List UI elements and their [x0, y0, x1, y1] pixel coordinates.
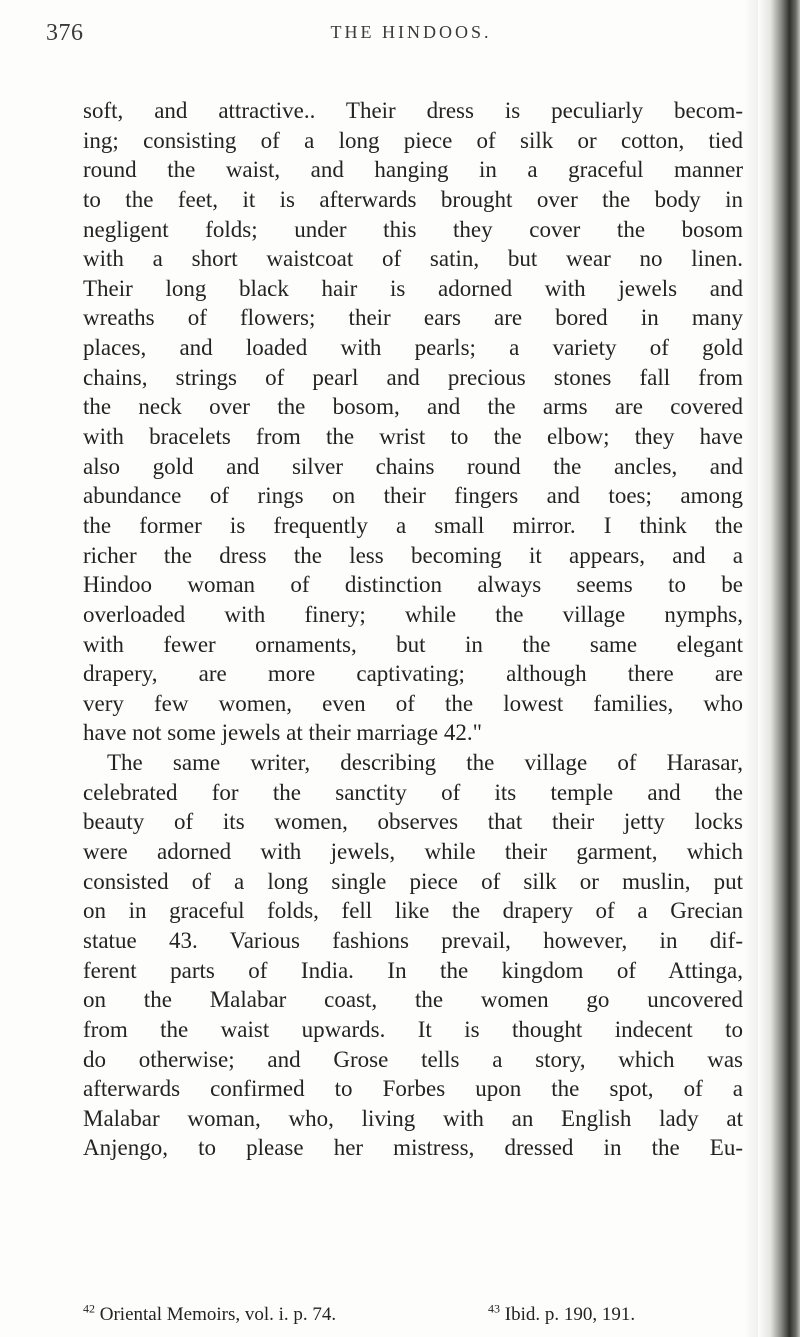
text-line: statue 43. Various fashions prevail, however, in dif- — [83, 927, 743, 953]
text-line: richer the dress the less becoming it appears, and a — [83, 542, 743, 568]
page-number: 376 — [46, 20, 84, 46]
gutter-shadow — [744, 0, 758, 1337]
text-line: were adorned with jewels, while their garment, which — [83, 839, 743, 865]
footnote-text: Ibid. p. 190, 191. — [504, 1304, 636, 1325]
text-line: Malabar woman, who, living with an English lady at — [83, 1105, 743, 1131]
text-line: on in graceful folds, fell like the drapery of a Grecian — [83, 898, 743, 924]
text-line: Anjengo, to please her mistress, dressed in the Eu- — [83, 1135, 743, 1161]
footnote-42 — [83, 1302, 336, 1328]
footnote-marker: 42 — [83, 1301, 95, 1316]
text-line: very few women, even of the lowest families, who — [83, 690, 743, 716]
text-line: to the feet, it is afterwards brought over the body in — [83, 186, 743, 212]
footnote-marker: 43 — [488, 1301, 500, 1316]
text-line: negligent folds; under this they cover the bosom — [83, 216, 743, 242]
page-header — [46, 20, 746, 50]
text-line: soft, and attractive.. Their dress is peculiarly becom- — [83, 98, 743, 123]
text-line: the former is frequently a small mirror. I think the — [83, 512, 743, 538]
text-line: with bracelets from the wrist to the elbow; they have — [83, 424, 743, 450]
text-line: The same writer, describing the village of Harasar, — [107, 750, 743, 776]
text-line: from the waist upwards. It is thought indecent to — [83, 1016, 743, 1042]
text-line: have not some jewels at their marriage 42." — [83, 720, 482, 746]
footnotes — [83, 1302, 743, 1328]
text-line: Hindoo woman of distinction always seems to be — [83, 572, 743, 598]
text-line: abundance of rings on their fingers and toes; among — [83, 483, 743, 509]
footnote-text: Oriental Memoirs, vol. i. p. 74. — [99, 1304, 337, 1325]
text-line: also gold and silver chains round the ancles, and — [83, 453, 743, 479]
text-line: the neck over the bosom, and the arms are covered — [83, 394, 743, 420]
text-line: do otherwise; and Grose tells a story, which was — [83, 1046, 743, 1072]
text-line: Their long black hair is adorned with jewels and — [83, 275, 743, 301]
running-head: THE HINDOOS. — [330, 22, 492, 42]
text-line: consisted of a long single piece of silk or muslin, put — [83, 868, 743, 894]
text-line: afterwards confirmed to Forbes upon the spot, of a — [83, 1076, 743, 1102]
text-line: ferent parts of India. In the kingdom of Attinga, — [83, 957, 743, 983]
text-line: overloaded with finery; while the village nymphs, — [83, 601, 743, 627]
text-line: places, and loaded with pearls; a variety of gold — [83, 335, 743, 361]
text-line: drapery, are more captivating; although there are — [83, 661, 743, 687]
text-line: wreaths of flowers; their ears are bored in many — [83, 305, 743, 331]
text-line: round the waist, and hanging in a graceful manner — [83, 157, 743, 183]
text-line: with a short waistcoat of satin, but wear no linen. — [83, 246, 743, 272]
text-line: with fewer ornaments, but in the same elegant — [83, 631, 743, 657]
body-text — [83, 96, 743, 1163]
text-line: ing; consisting of a long piece of silk or cotton, tied — [83, 127, 743, 153]
text-line: on the Malabar coast, the women go uncovered — [83, 987, 743, 1013]
book-binding-edge — [758, 0, 800, 1337]
text-line: celebrated for the sanctity of its temple and the — [83, 779, 743, 805]
footnote-43 — [488, 1302, 635, 1328]
text-line: chains, strings of pearl and precious stones fall from — [83, 364, 743, 390]
text-line: beauty of its women, observes that their jetty locks — [83, 809, 743, 835]
